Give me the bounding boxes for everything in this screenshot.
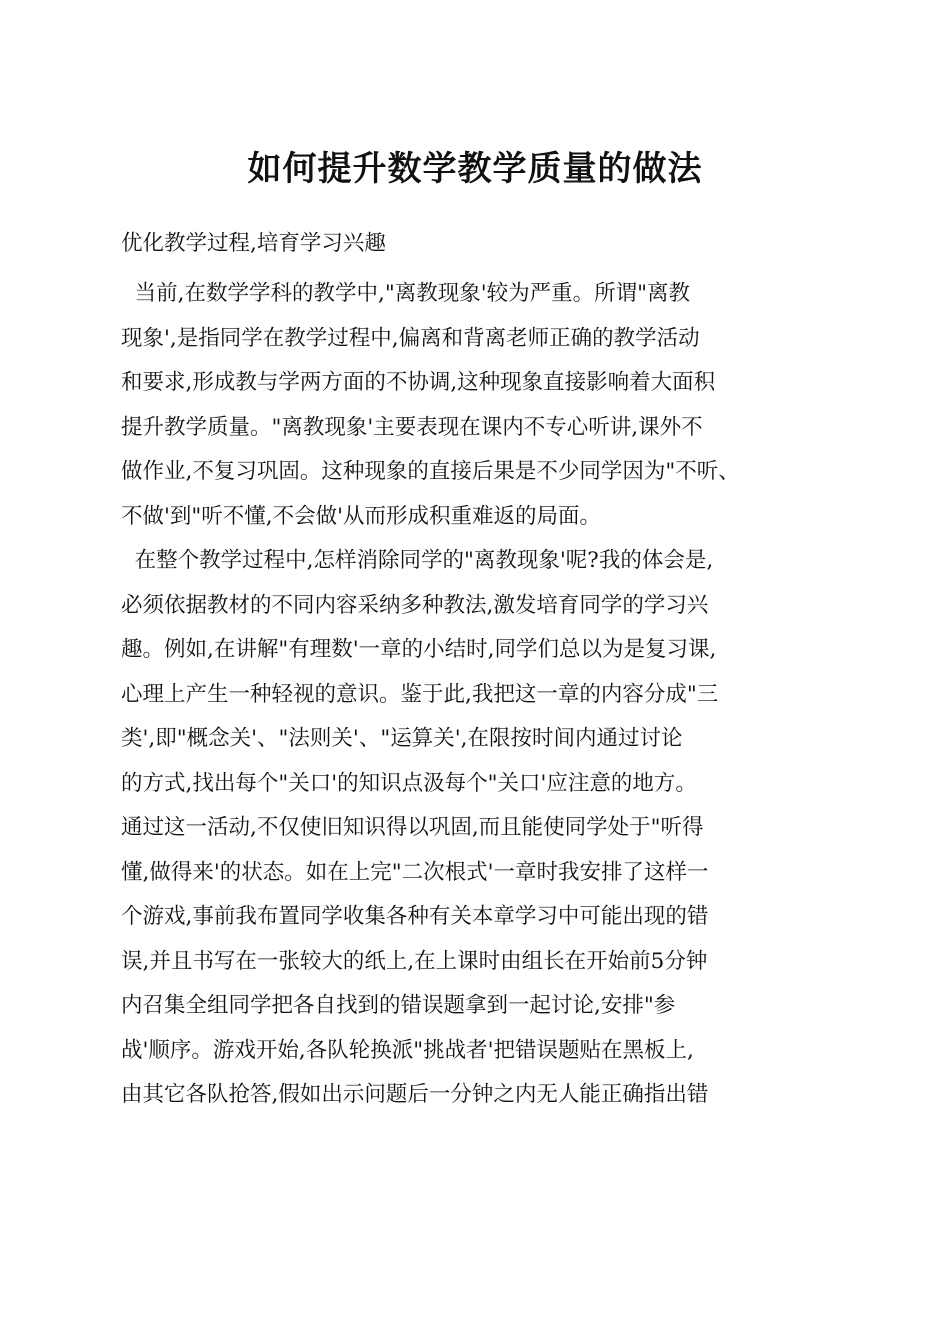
body-line: 当前,在数学学科的教学中,"离教现象'较为严重。所谓"离教: [121, 281, 691, 306]
body-line: 战'顺序。游戏开始,各队轮换派"挑战者'把错误题贴在黑板上,: [121, 1037, 694, 1063]
body-line: 心理上产生一种轻视的意识。鉴于此,我把这一章的内容分成"三: [121, 681, 719, 707]
body-line: 不做'到"听不懂,不会做'从而形成积重难返的局面。: [121, 503, 602, 529]
body-text: [121, 272, 861, 1118]
body-line: 内召集全组同学把各自找到的错误题拿到一起讨论,安排"参: [121, 993, 676, 1018]
body-line: 在整个教学过程中,怎样消除同学的"离教现象'呢?我的体会是,: [121, 548, 714, 573]
body-line: 必须依据教材的不同内容采纳多种教法,激发培育同学的学习兴: [121, 592, 709, 618]
body-line: 趣。例如,在讲解"有理数'一章的小结时,同学们总以为是复习课,: [121, 637, 717, 662]
body-line: 误,并且书写在一张较大的纸上,在上课时由组长在开始前5分钟: [121, 948, 708, 974]
body-line: 做作业,不复习巩固。这种现象的直接后果是不少同学因为"不听、: [121, 459, 740, 484]
body-line: 类',即"概念关'、"法则关'、"运算关',在限按时间内通过讨论: [121, 726, 683, 751]
section-subheading: 优化教学过程,培育学习兴趣: [121, 231, 386, 256]
body-line: 由其它各队抢答,假如出示问题后一分钟之内无人能正确指出错: [121, 1082, 709, 1107]
body-line: 通过这一活动,不仅使旧知识得以巩固,而且能使同学处于"听得: [121, 815, 704, 840]
body-line: 提升教学质量。"离教现象'主要表现在课内不专心听讲,课外不: [121, 414, 703, 440]
body-line: 现象',是指同学在教学过程中,偏离和背离老师正确的教学活动: [121, 325, 700, 351]
body-line: 的方式,找出每个"关口'的知识点汲每个"关口'应注意的地方。: [121, 770, 697, 796]
body-line: 懂,做得来'的状态。如在上完"二次根式'一章时我安排了这样一: [121, 859, 709, 885]
body-line: 个游戏,事前我布置同学收集各种有关本章学习中可能出现的错: [121, 904, 709, 929]
body-line: 和要求,形成教与学两方面的不协调,这种现象直接影响着大面积: [121, 370, 716, 395]
document-title: 如何提升数学教学质量的做法: [247, 149, 703, 189]
